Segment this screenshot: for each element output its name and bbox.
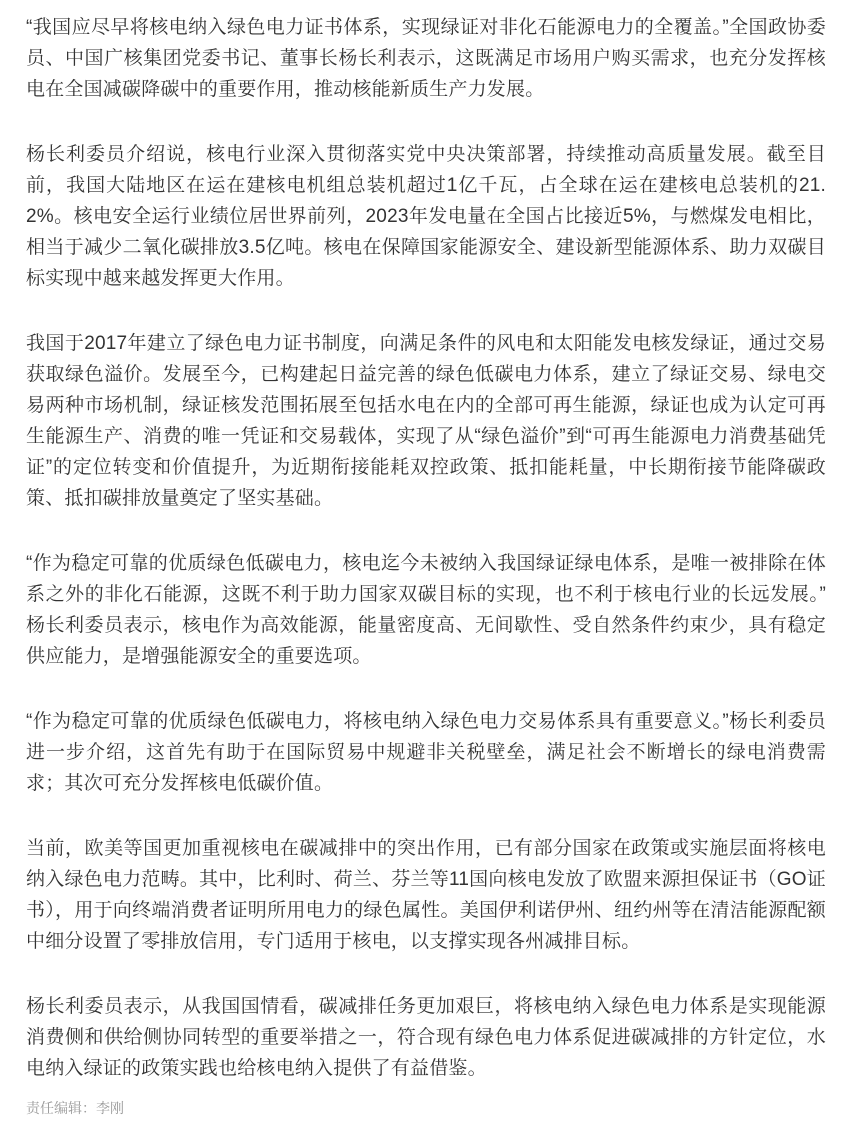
- article-paragraph-5: “作为稳定可靠的优质绿色低碳电力，将核电纳入绿色电力交易体系具有重要意义。”杨长利委员进一步介绍，这首先有助于在国际贸易中规避非关税壁垒，满足社会不断增长的绿电消费需求；其次可充分发挥核电低碳价值。: [26, 711, 826, 794]
- article-paragraph-3: 我国于2017年建立了绿色电力证书制度，向满足条件的风电和太阳能发电核发绿证，通过交易获取绿色溢价。发展至今，已构建起日益完善的绿色低碳电力体系，建立了绿证交易、绿电交易两种市场机制，绿证核发范围拓展至包括水电在内的全部可再生能源，绿证也成为认定可再生能源生产、消费的唯一凭证和交易载体，实现了从“绿色溢价”到“可再生能源电力消费基础凭证”的定位转变和价值提升，为近期衔接能耗双控政策、抵扣能耗量，中长期衔接节能降碳政策、抵扣碳排放量奠定了坚实基础。: [26, 333, 826, 509]
- article-paragraph-1: “我国应尽早将核电纳入绿色电力证书体系，实现绿证对非化石能源电力的全覆盖。”全国政协委员、中国广核集团党委书记、董事长杨长利表示，这既满足市场用户购买需求，也充分发挥核电在全国减碳降碳中的重要作用，推动核能新质生产力发展。: [26, 17, 826, 100]
- editor-byline: 责任编辑：李刚: [26, 1100, 124, 1116]
- article-paragraph-6: 当前，欧美等国更加重视核电在碳减排中的突出作用，已有部分国家在政策或实施层面将核电纳入绿色电力范畴。其中，比利时、荷兰、芬兰等11国向核电发放了欧盟来源担保证书（GO证书），用于向终端消费者证明所用电力的绿色属性。美国伊利诺伊州、纽约州等在清洁能源配额中细分设置了零排放信用，专门适用于核电，以支撑实现各州减排目标。: [26, 838, 826, 952]
- article-paragraph-7: 杨长利委员表示，从我国国情看，碳减排任务更加艰巨，将核电纳入绿色电力体系是实现能源消费侧和供给侧协同转型的重要举措之一，符合现有绿色电力体系促进碳减排的方针定位，水电纳入绿证的政策实践也给核电纳入提供了有益借鉴。: [26, 996, 826, 1079]
- article-body: [26, 12, 826, 1084]
- article-paragraph-4: “作为稳定可靠的优质绿色低碳电力，核电迄今未被纳入我国绿证绿电体系，是唯一被排除在体系之外的非化石能源，这既不利于助力国家双碳目标的实现，也不利于核电行业的长远发展。”杨长利委员表示，核电作为高效能源，能量密度高、无间歇性、受自然条件约束少，具有稳定供应能力，是增强能源安全的重要选项。: [26, 553, 826, 667]
- article-paragraph-2: 杨长利委员介绍说，核电行业深入贯彻落实党中央决策部署，持续推动高质量发展。截至目前，我国大陆地区在运在建核电机组总装机超过1亿千瓦，占全球在运在建核电总装机的21.2%。核电安全运行业绩位居世界前列，2023年发电量在全国占比接近5%，与燃煤发电相比，相当于减少二氧化碳排放3.5亿吨。核电在保障国家能源安全、建设新型能源体系、助力双碳目标实现中越来越发挥更大作用。: [26, 144, 826, 289]
